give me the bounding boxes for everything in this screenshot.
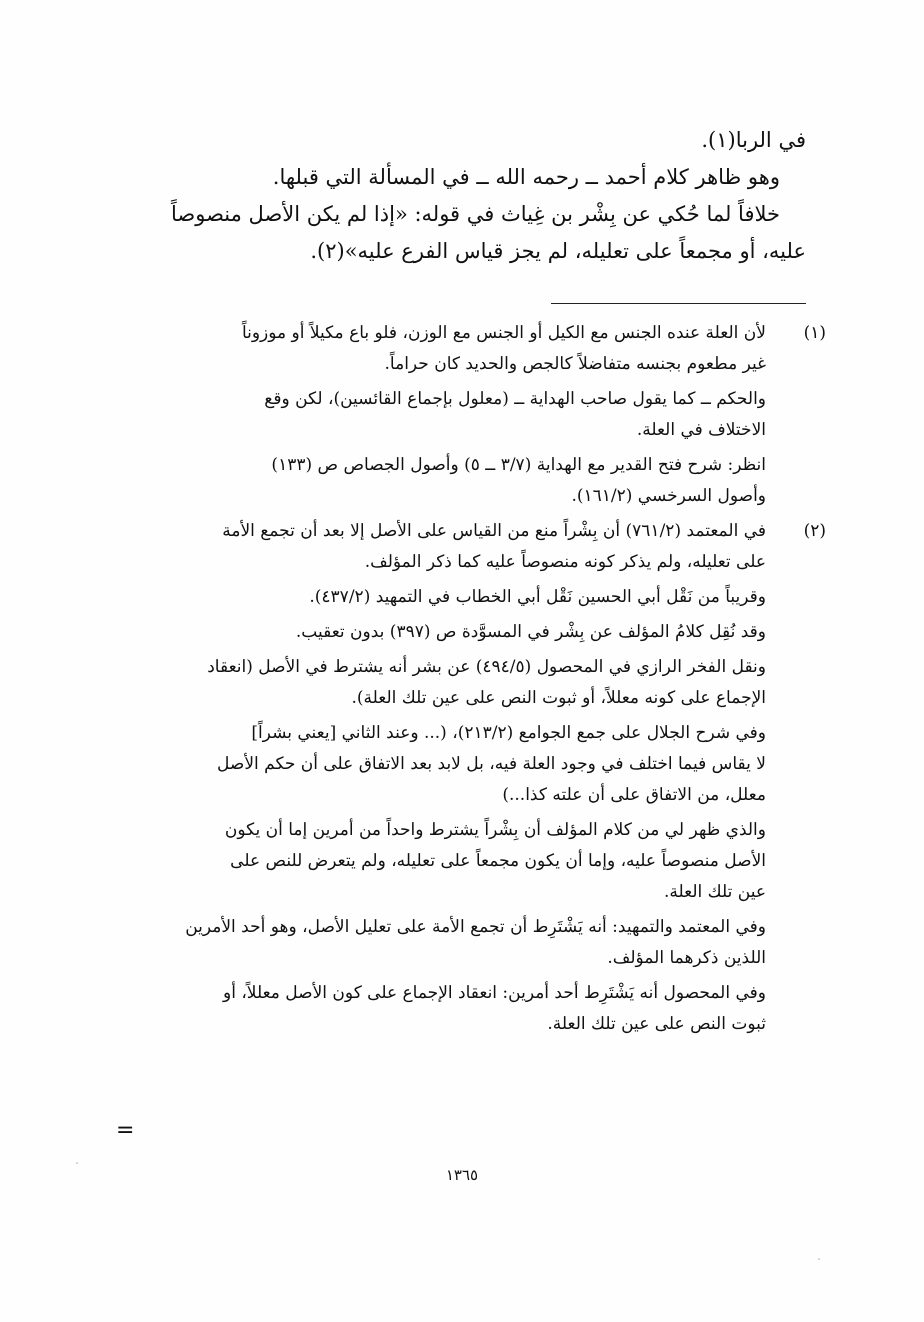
- scan-speck: [818, 1258, 820, 1260]
- page-number: ١٣٦٥: [445, 1166, 479, 1184]
- footnote-paragraph: [118, 318, 766, 380]
- footnote-paragraph: [118, 978, 766, 1040]
- footnote-number: (٢): [803, 521, 826, 541]
- footnote-line: على تعليله، ولم يذكر كونه منصوصاً عليه كما ذكر المؤلف.: [364, 552, 766, 572]
- main-text-line: خلافاً لما حُكي عن بِشْر بن غِياث في قوله: «إذا لم يكن الأصل منصوصاً: [171, 202, 780, 226]
- footnote-divider: [551, 303, 806, 304]
- footnote-line: وفي المعتمد والتمهيد: أنه يَشْتَرِط أن تجمع الأمة على تعليل الأصل، وهو أحد الأمرين: [185, 917, 766, 937]
- main-text-line: وهو ظاهر كلام أحمد ــ رحمه الله ــ في المسألة التي قبلها.: [272, 165, 780, 189]
- footnote-line: عين تلك العلة.: [664, 882, 766, 902]
- footnotes-section: [118, 318, 826, 1044]
- footnote-number: (١): [803, 323, 826, 343]
- footnote-line: معلل، من الاتفاق على أن علته كذا...): [502, 785, 766, 805]
- footnote-line: ثبوت النص على عين تلك العلة.: [547, 1014, 766, 1034]
- footnote-line: وقد نُقِل كلامُ المؤلف عن بِشْر في المسوَّدة ص (٣٩٧) بدون تعقيب.: [295, 622, 766, 642]
- footnote-paragraph: [118, 582, 766, 613]
- footnote-line: اللذين ذكرهما المؤلف.: [607, 948, 766, 968]
- footnote-paragraph: [118, 617, 766, 648]
- footnote-line: وفي شرح الجلال على جمع الجوامع (٢١٣/٢)، (... وعند الثاني [يعني بشراً]: [251, 723, 766, 743]
- footnote-line: الاختلاف في العلة.: [636, 420, 766, 440]
- main-text-line: عليه، أو مجمعاً على تعليله، لم يجز قياس الفرع عليه»(٢).: [310, 239, 806, 263]
- footnote-line: وأصول السرخسي (١٦١/٢).: [571, 486, 766, 506]
- footnote-paragraph: [118, 815, 766, 908]
- main-text-block: [118, 122, 806, 270]
- footnote-line: لأن العلة عنده الجنس مع الكيل أو الجنس مع الوزن، فلو باع مكيلاً أو موزوناً: [241, 323, 766, 343]
- footnote-paragraph: [118, 516, 766, 578]
- footnote-line: لا يقاس فيما اختلف في وجود العلة فيه، بل لابد بعد الاتفاق على أن حكم الأصل: [217, 754, 766, 774]
- continuation-mark: =: [116, 1118, 135, 1143]
- footnote: [118, 516, 826, 1040]
- footnote-line: ونقل الفخر الرازي في المحصول (٤٩٤/٥) عن بشر أنه يشترط في الأصل (انعقاد: [207, 657, 766, 677]
- footnote-paragraph: [118, 912, 766, 974]
- scan-speck: [76, 1162, 78, 1164]
- footnote-paragraph: [118, 652, 766, 714]
- footnote-line: والذي ظهر لي من كلام المؤلف أن بِشْراً يشترط واحداً من أمرين إما أن يكون: [224, 820, 766, 840]
- footnote-line: الإجماع على كونه معللاً، أو ثبوت النص على عين تلك العلة).: [351, 688, 766, 708]
- footnote-line: غير مطعوم بجنسه متفاضلاً كالجص والحديد كان حراماً.: [384, 354, 766, 374]
- footnote: [118, 318, 826, 512]
- footnote-line: انظر: شرح فتح القدير مع الهداية (٣/٧ ــ ٥) وأصول الجصاص ص (١٣٣): [271, 455, 766, 475]
- footnote-line: الأصل منصوصاً عليه، وإما أن يكون مجمعاً على تعليله، ولم يتعرض للنص على: [230, 851, 766, 871]
- footnote-line: وفي المحصول أنه يَشْتَرِط أحد أمرين: انعقاد الإجماع على كون الأصل معللاً، أو: [222, 983, 766, 1003]
- main-text-line: في الربا(١).: [701, 128, 806, 152]
- footnote-line: في المعتمد (٧٦١/٢) أن بِشْراً منع من القياس على الأصل إلا بعد أن تجمع الأمة: [222, 521, 766, 541]
- footnote-paragraph: [118, 718, 766, 811]
- footnote-line: وقريباً من نَقْل أبي الحسين نَقْل أبي الخطاب في التمهيد (٤٣٧/٢).: [309, 587, 766, 607]
- footnote-paragraph: [118, 384, 766, 446]
- footnote-paragraph: [118, 450, 766, 512]
- footnote-line: والحكم ــ كما يقول صاحب الهداية ــ (معلول بإجماع القائسين)، لكن وقع: [264, 389, 766, 409]
